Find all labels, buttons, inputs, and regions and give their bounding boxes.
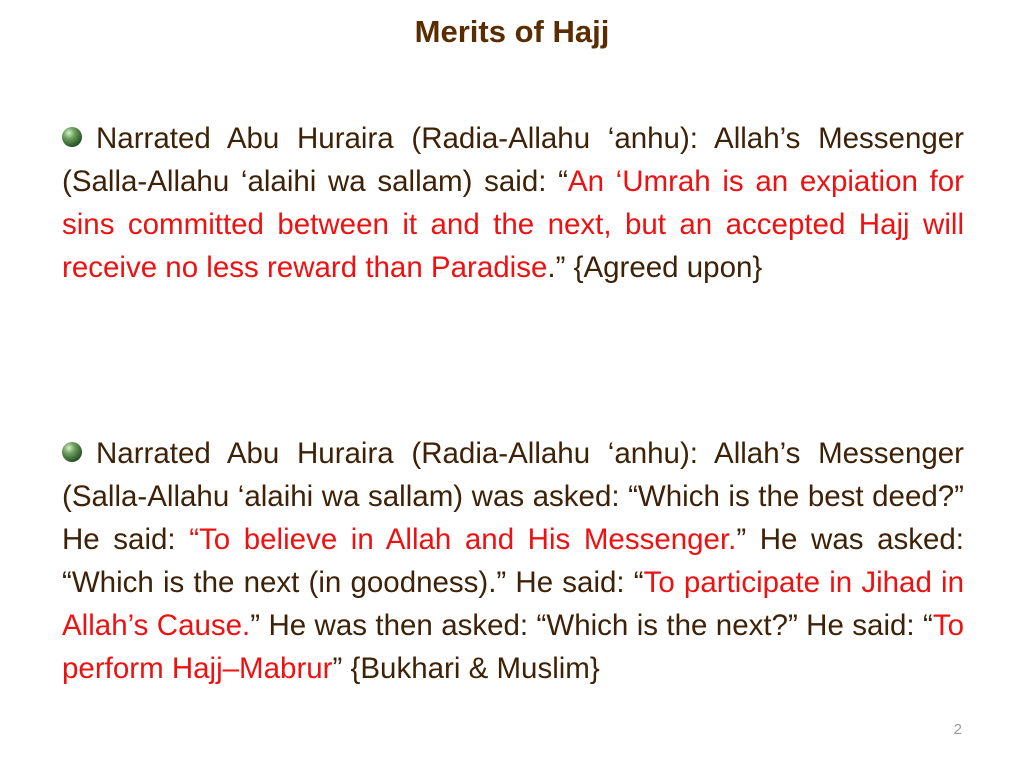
hadith-1-intro: Narrated Abu Huraira (Radia-Allahu ‘anhu): Allah’s Messenger (Salla-Allahu ‘alaihi wa sallam) said: “ xyxy=(62,122,964,198)
hadith-2-quote-3: To perform Hajj–Mabrur xyxy=(62,609,964,685)
hadith-1-closing: .” {Agreed upon} xyxy=(547,251,763,284)
green-sphere-bullet-icon xyxy=(62,442,82,462)
hadith-2-intro: Narrated Abu Huraira (Radia-Allahu ‘anhu): Allah’s Messenger (Salla-Allahu ‘alaihi wa sallam) was asked: “Which is the best deed?” He said: xyxy=(62,437,964,556)
hadith-2-mid-1: ” He was asked: “Which is the next (in goodness).” He said: “ xyxy=(62,523,964,599)
hadith-2-quote-2: To participate in Jihad in Allah’s Cause. xyxy=(62,566,964,642)
green-sphere-bullet-icon xyxy=(62,127,82,147)
hadith-2-closing: ” {Bukhari & Muslim} xyxy=(332,652,600,685)
hadith-2-mid-2: ” He was then asked: “Which is the next?” He said: “ xyxy=(250,609,933,642)
slide-page-number: 2 xyxy=(953,721,962,738)
hadith-1-quote: An ‘Umrah is an expiation for sins committed between it and the next, but an accepted Hajj will receive no less reward than Paradise xyxy=(62,165,964,284)
slide-title: Merits of Hajj xyxy=(414,14,610,49)
hadith-paragraph-1 xyxy=(62,117,964,289)
hadith-paragraph-2 xyxy=(62,432,964,690)
hadith-2-quote-1: “To believe in Allah and His Messenger. xyxy=(189,523,737,556)
